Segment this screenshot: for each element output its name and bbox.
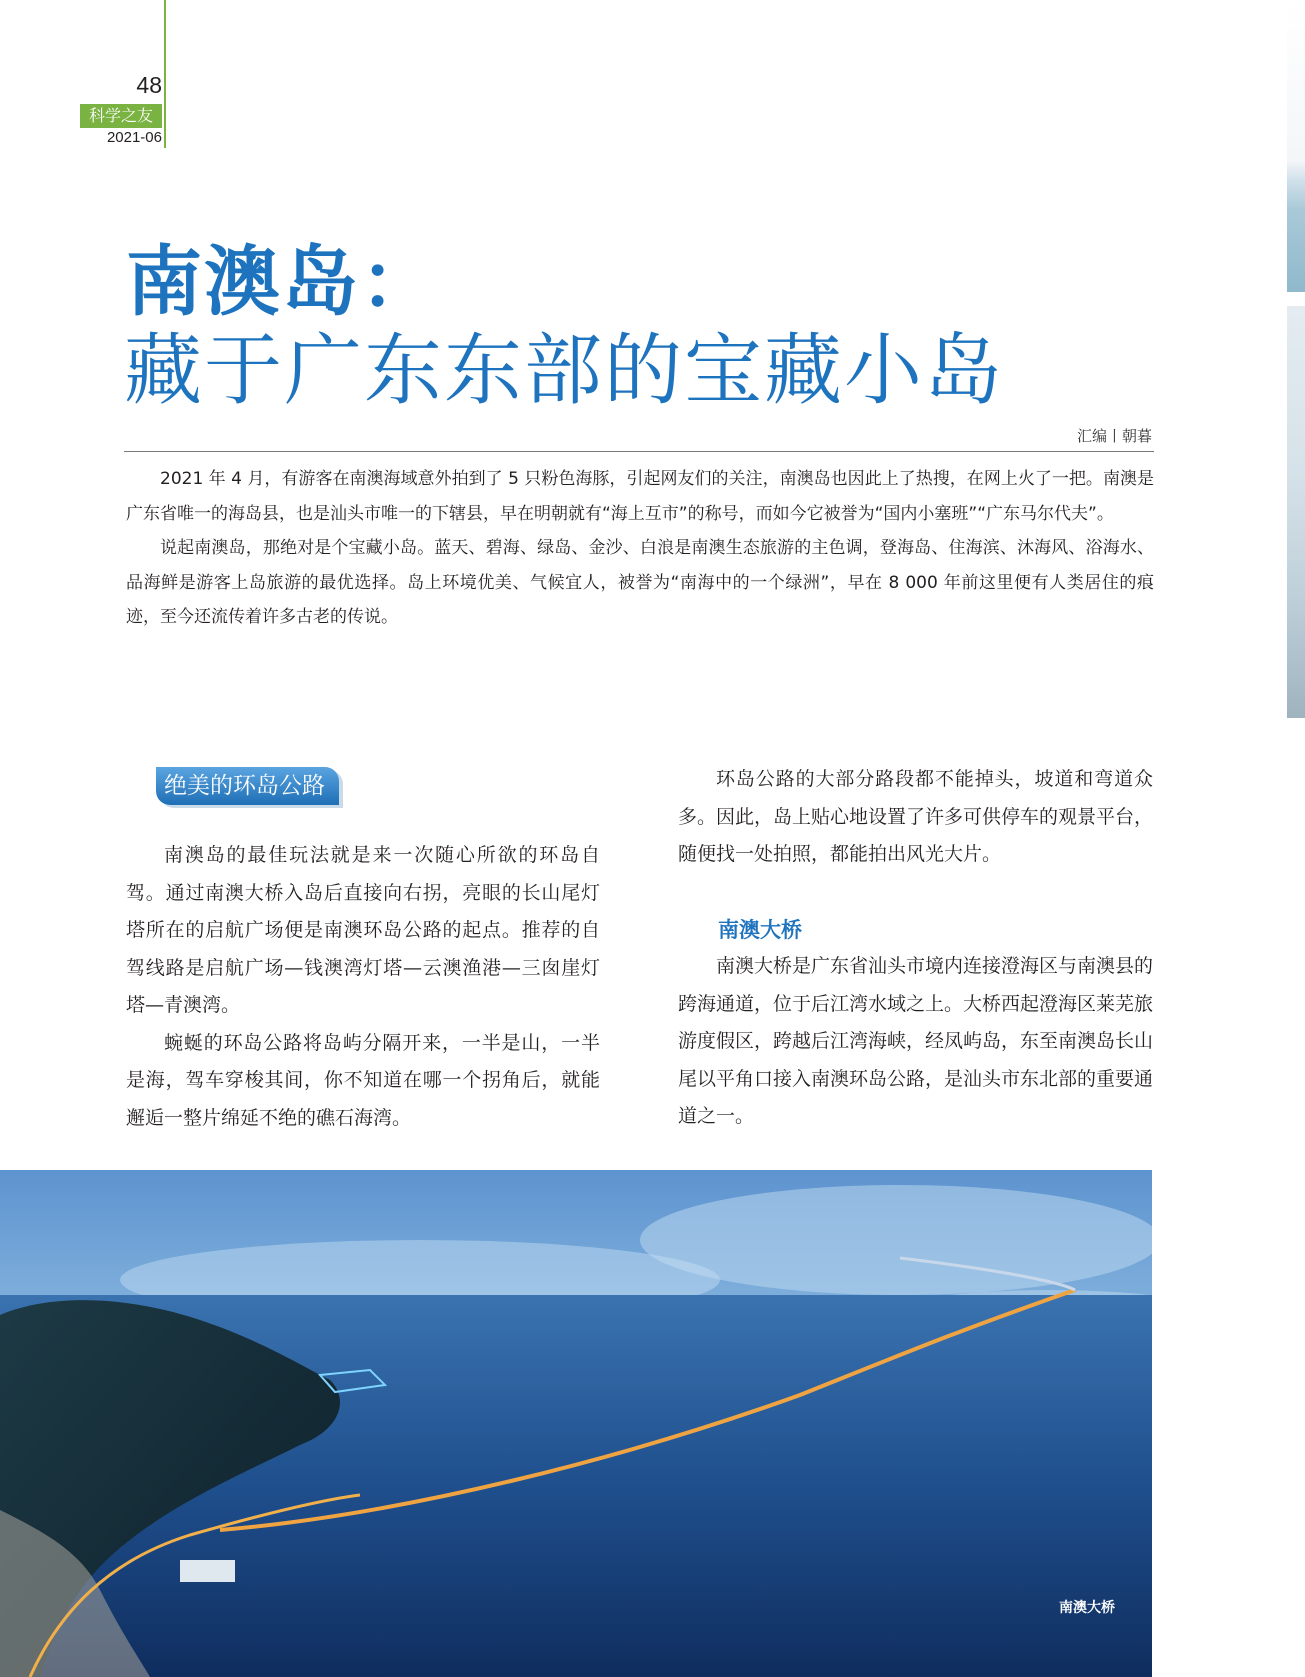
magazine-name-badge: 科学之友 xyxy=(80,104,162,128)
issue-date: 2021-06 xyxy=(106,129,162,146)
page-number: 48 xyxy=(136,72,162,98)
intro-paragraph: 2021 年 4 月，有游客在南澳海域意外拍到了 5 只粉色海豚，引起网友们的关注，南澳岛也因此上了热搜，在网上火了一把。南澳是广东省唯一的海岛县，也是汕头市唯一的下辖县，早在明朝就有“海上互市”的称号，而如今它被誉为“国内小塞班”“广东马尔代夫”。 xyxy=(126,469,1154,524)
right-column-top xyxy=(678,761,1153,874)
section-subheading: 南澳大桥 xyxy=(718,918,802,942)
byline: 汇编丨朝暮 xyxy=(1076,427,1152,445)
body-paragraph: 南澳岛的最佳玩法就是来一次随心所欲的环岛自驾。通过南澳大桥入岛后直接向右拐，亮眼的长山尾灯塔所在的启航广场便是南澳环岛公路的起点。推荐的自驾线路是启航广场—钱澳湾灯塔—云澳渔港—三囱崖灯塔—青澳湾。 xyxy=(126,844,600,1016)
body-paragraph: 蜿蜒的环岛公路将岛屿分隔开来，一半是山，一半是海，驾车穿梭其间，你不知道在哪一个拐角后，就能邂逅一整片绵延不绝的礁石海湾。 xyxy=(126,1031,600,1129)
left-column xyxy=(126,837,600,1137)
body-paragraph: 南澳大桥是广东省汕头市境内连接澄海区与南澳县的跨海通道，位于后江湾水域之上。大桥西起澄海区莱芜旅游度假区，跨越后江湾海峡，经凤屿岛，东至南澳岛长山尾以平角口接入南澳环岛公路，是汕头市东北部的重要通道之一。 xyxy=(678,955,1154,1127)
building xyxy=(180,1560,235,1582)
photo-caption: 南澳大桥 xyxy=(1059,1600,1115,1616)
bridge-photo-illustration xyxy=(0,1170,1152,1677)
intro-block xyxy=(126,462,1154,635)
edge-photo-strip-bottom xyxy=(1287,306,1305,718)
article-title-sub: 藏于广东东部的宝藏小岛 xyxy=(124,326,1005,416)
right-column-bottom xyxy=(678,948,1153,1136)
title-rule xyxy=(124,451,1154,452)
article-title-main: 南澳岛： xyxy=(126,237,438,326)
bridge-photo xyxy=(0,1170,1152,1677)
edge-photo-strip-top xyxy=(1287,0,1305,292)
body-paragraph: 环岛公路的大部分路段都不能掉头，坡道和弯道众多。因此，岛上贴心地设置了许多可供停车的观景平台，随便找一处拍照，都能拍出风光大片。 xyxy=(678,768,1154,865)
intro-paragraph: 说起南澳岛，那绝对是个宝藏小岛。蓝天、碧海、绿岛、金沙、白浪是南澳生态旅游的主色调，登海岛、住海滨、沐海风、浴海水、品海鲜是游客上岛旅游的最优选择。岛上环境优美、气候宜人，被誉为“南海中的一个绿洲”，早在 8 000 年前这里便有人类居住的痕迹，至今还流传着许多古老的传说。 xyxy=(126,538,1154,627)
section-heading-badge: 绝美的环岛公路 xyxy=(156,767,339,805)
header-divider xyxy=(164,0,166,148)
